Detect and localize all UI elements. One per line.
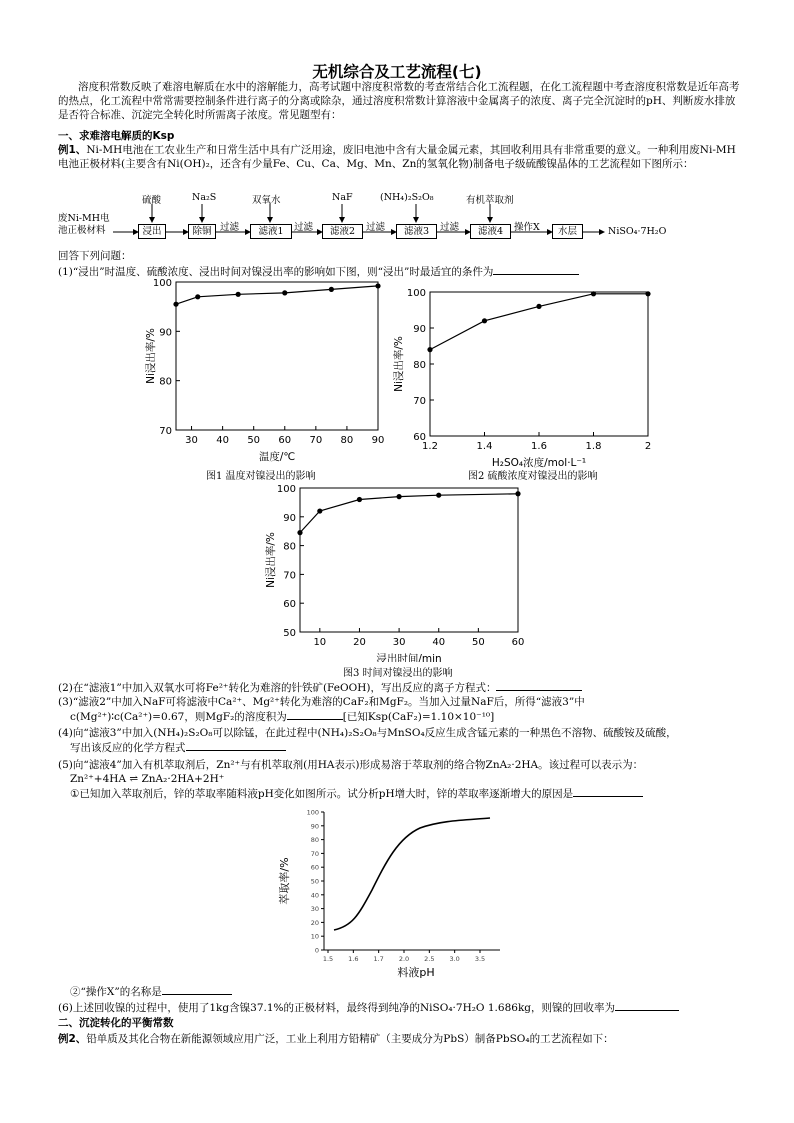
x-tick-label: 70 [309,435,323,446]
section-1-heading: 一、求难溶电解质的Ksp [58,130,175,142]
figure-2-caption: 图2 硫酸浓度对镍浸出的影响 [468,471,598,482]
series-line [300,494,518,533]
y-tick-label: 90 [159,327,172,339]
flow-product: NiSO₄·7H₂O [608,226,667,237]
flow-source: 废Ni-MH电池正极材料 [58,213,110,236]
answer-blank-1[interactable] [493,264,579,275]
plot-frame [300,488,518,632]
figure-2 [380,286,680,475]
y-tick-label: 90 [283,512,296,524]
y-tick-label: 80 [159,376,172,388]
y-tick-label: 70 [283,570,296,582]
x-axis-label: 浸出时间/min [376,653,442,662]
x-tick-label: 90 [371,435,385,446]
x-axis-label: H₂SO₄浓度/mol·L⁻¹ [491,457,587,469]
data-point [396,494,401,499]
flow-step-filtrate-1: 滤液1 [250,224,292,239]
flow-reagent-extractant: 有机萃取剂 [466,195,514,206]
flow-step-filtrate-2: 滤液2 [322,224,363,239]
y-tick-label: 0 [314,946,319,955]
answer-blank-2[interactable] [496,680,582,691]
y-tick-label: 70 [159,426,172,437]
y-tick-label: 80 [283,541,296,553]
data-point [297,530,302,535]
figure-3 [250,482,550,665]
y-tick-label: 70 [310,849,319,858]
chart-acid-concentration [380,286,680,472]
question-5-2 [58,984,754,999]
y-tick-label: 50 [310,877,319,886]
intro-paragraph: 溶度积常数反映了难溶电解质在水中的溶解能力，高考试题中溶度积常数的考查常结合化工流程题，在化工流程题中考查溶度积常数是近年高考的热点，化工流程中常常需要控制条件进行离子的分离或除杂，通过溶度积常数计算溶液中金属离子的浓度、离子完全沉淀时的pH、判断废水排放是否符合标准、沉淀完全转化时所需离子浓度。常见题型有： [58,81,740,121]
y-tick-label: 90 [310,822,319,831]
y-axis-label: Ni浸出率/% [145,328,157,384]
question-4-text-a: (4)向“滤液3”中加入(NH₄)₂S₂O₈可以除锰，在此过程中(NH₄)₂S₂O₈与MnSO₄反应生成含锰元素的一种黑色不溶物、硫酸铵及硫酸， [58,727,677,739]
answer-blank-6[interactable] [615,1000,679,1011]
x-tick-label: 1.4 [476,441,493,452]
data-point [357,497,362,502]
y-tick-label: 10 [310,932,319,941]
x-axis-label: 料液pH [397,966,435,978]
question-3-text-b: c(Mg²⁺)∶c(Ca²⁺)=0.67，则MgF₂的溶度积为 [70,711,287,723]
y-tick-label: 60 [413,432,426,443]
question-5-text-a: (5)向“滤液4”加入有机萃取剂后，Zn²⁺与有机萃取剂(用HA表示)形成易溶于萃取剂的络合物ZnA₂·2HA。该过程可以表示为： [58,759,644,771]
data-point [515,491,520,496]
y-tick-label: 100 [406,288,426,299]
plot-frame [176,282,378,430]
answer-blank-5-2[interactable] [162,984,232,995]
x-tick-label: 60 [511,637,525,648]
x-tick-label: 10 [313,637,327,648]
flow-step-aqueous-layer: 水层 [552,224,583,239]
series-line [176,286,378,304]
example-2-label: 例2、 [58,1033,87,1045]
question-4 [58,726,742,755]
chart-temperature [120,278,400,468]
chart-extraction-ph [272,806,512,978]
y-tick-label: 40 [310,891,319,900]
x-tick-label: 2.0 [398,955,410,963]
flow-step-filtrate-4: 滤液4 [470,224,511,239]
data-point [482,318,487,323]
flow-reagent-naf: NaF [332,192,353,203]
y-tick-label: 20 [310,918,319,927]
flow-op-filter-4: 过滤 [440,222,460,233]
answer-prompt: 回答下列问题： [58,250,132,262]
question-5-part-1: ①已知加入萃取剂后，锌的萃取率随料液pH变化如图所示。试分析pH增大时，锌的萃取率逐渐增大的原因是 [70,788,574,800]
flow-op-filter-1: 过滤 [220,222,240,233]
y-tick-label: 100 [306,808,319,817]
x-tick-label: 60 [278,435,292,446]
figure-1 [120,278,400,471]
y-axis-label: 萃取率/% [278,857,291,905]
y-tick-label: 100 [152,278,172,289]
example-1-text: Ni-MH电池在工农业生产和日常生活中具有广泛用途，废旧电池中含有大量金属元素，其回收利用具有非常重要的意义。一种利用废Ni-MH电池正极材料(主要含有Ni(OH)₂，还含有少量Fe、Cu、Ca、Mg、Mn、Zn的氢氧化物)制备电子级硫酸镍晶体的工艺流程如下图所示： [58,144,736,170]
answer-blank-4[interactable] [186,740,286,751]
flow-reagent-na2s: Na₂S [192,192,217,203]
flow-step-copper-removal: 除铜 [188,224,216,239]
data-point [436,493,441,498]
extraction-curve [334,818,490,930]
x-tick-label: 2 [644,441,652,452]
y-tick-label: 50 [283,628,296,639]
y-tick-label: 60 [283,599,296,611]
y-tick-label: 100 [276,484,296,495]
x-tick-label: 1.2 [422,441,438,452]
x-tick-label: 3.5 [474,955,486,963]
example-2-text: 铅单质及其化合物在新能源领域应用广泛，工业上利用方铅精矿（主要成分为PbS）制备PbSO₄的工艺流程如下： [86,1033,614,1045]
flow-op-filter-3: 过滤 [366,222,386,233]
x-tick-label: 1.5 [322,955,334,963]
y-axis-label: Ni浸出率/% [265,532,277,588]
section-2-heading: 二、沉淀转化的平衡常数 [58,1017,174,1029]
question-1 [58,264,742,279]
example-1 [58,143,742,171]
data-point [236,292,241,297]
y-tick-label: 30 [310,905,319,914]
x-tick-label: 1.7 [373,955,384,963]
data-point [317,508,322,513]
x-tick-label: 40 [216,435,229,446]
y-axis-label: Ni浸出率/% [393,336,405,392]
x-tick-label: 1.6 [348,955,359,963]
x-tick-label: 3.0 [449,955,460,963]
data-point [427,347,432,352]
question-5-part-2: ②“操作X”的名称是 [70,986,162,998]
data-point [645,291,650,296]
x-tick-label: 40 [432,637,446,648]
question-6-text: (6)上述回收镍的过程中，使用了1kg含镍37.1%的正极材料，最终得到纯净的NiSO₄·7H₂O 1.686kg，则镍的回收率为 [58,1002,616,1014]
series-line [430,294,648,350]
x-tick-label: 80 [340,435,354,446]
figure-3-caption: 图3 时间对镍浸出的影响 [343,668,453,679]
x-tick-label: 50 [247,435,261,446]
data-point [195,294,200,299]
question-4-text-b: 写出该反应的化学方程式 [70,742,186,754]
question-3 [58,695,742,724]
plot-frame [430,292,648,436]
x-tick-label: 20 [353,637,366,648]
question-2-text: (2)在“滤液1”中加入双氧水可将Fe²⁺转化为难溶的针铁矿(FeOOH)，写出反应的离子方程式： [58,682,497,694]
x-tick-label: 50 [471,637,485,648]
y-tick-label: 60 [310,863,319,872]
question-5 [58,758,742,801]
figure-4 [272,806,512,981]
flow-reagent-sulfuric-acid: 硫酸 [142,195,162,206]
figure-1-caption: 图1 温度对镍浸出的影响 [206,471,316,482]
x-tick-label: 2.5 [424,955,435,963]
answer-blank-5-1[interactable] [573,786,643,797]
x-axis-label: 温度/℃ [258,451,296,463]
question-5-equation: Zn²⁺+4HA ⇌ ZnA₂·2HA+2H⁺ [70,773,225,785]
data-point [591,291,596,296]
chart-leach-time [250,482,550,662]
data-point [536,304,541,309]
x-tick-label: 30 [392,637,406,648]
process-flow [58,192,748,244]
flow-op-x: 操作X [514,222,540,233]
flow-step-filtrate-3: 滤液3 [396,224,437,239]
y-tick-label: 80 [310,836,319,845]
flow-reagent-persulfate: (NH₄)₂S₂O₈ [380,192,434,203]
flow-step-leach: 浸出 [138,224,166,239]
page-title: 无机综合及工艺流程(七) [312,63,482,81]
y-tick-label: 90 [413,324,426,335]
y-tick-label: 80 [413,360,426,371]
x-tick-label: 30 [185,435,198,446]
question-6 [58,1000,742,1015]
question-3-text-a: (3)“滤液2”中加入NaF可将滤液中Ca²⁺、Mg²⁺转化为难溶的CaF₂和MgF₂。当加入过量NaF后，所得“滤液3”中 [58,696,585,708]
question-2 [58,680,742,695]
question-1-text: (1)“浸出”时温度、硫酸浓度、浸出时间对镍浸出率的影响如下图，则“浸出”时最适宜的条件为 [58,266,494,278]
data-point [329,287,334,292]
example-2 [58,1032,742,1046]
x-tick-label: 1.8 [585,441,602,452]
flow-reagent-hydrogen-peroxide: 双氧水 [252,195,281,206]
data-point [173,302,178,307]
x-tick-label: 1.6 [531,441,547,452]
example-1-label: 例1、 [58,144,87,156]
data-point [282,290,287,295]
question-3-given: [已知Ksp(CaF₂)=1.10×10⁻¹⁰] [342,711,495,723]
y-tick-label: 70 [413,396,426,407]
answer-blank-3[interactable] [287,709,343,720]
flow-op-filter-2: 过滤 [294,222,314,233]
